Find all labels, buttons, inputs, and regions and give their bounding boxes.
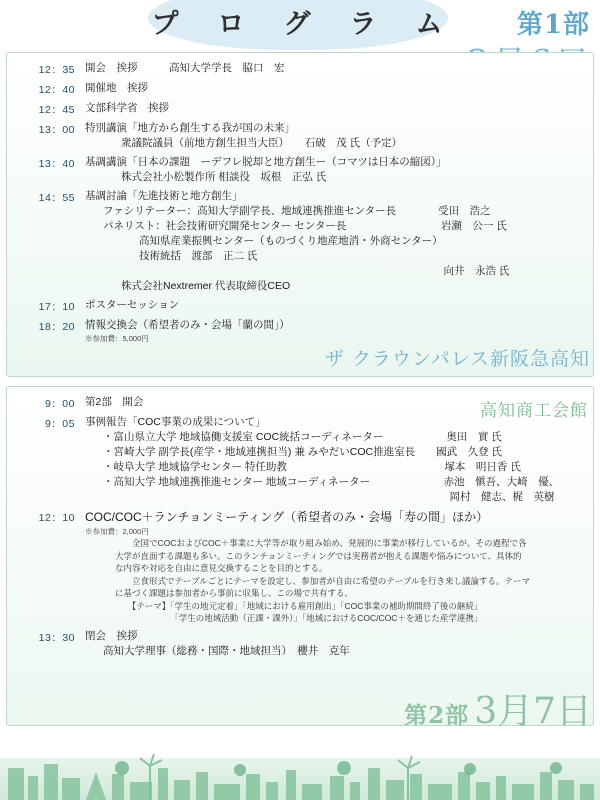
schedule-detail: [85, 189, 587, 294]
schedule-line: ポスターセッション: [85, 299, 180, 311]
schedule-line: 情報交換会（希望者のみ・会場「蘭の間」）: [85, 319, 290, 331]
schedule-row: [7, 59, 593, 79]
schedule-time: 13：30: [38, 631, 75, 644]
part2-date-block: [404, 683, 592, 734]
schedule-row: [7, 79, 593, 99]
schedule-line: 向井 永浩 氏: [139, 265, 510, 277]
schedule-time: 13：00: [38, 124, 75, 136]
page-header: [0, 0, 600, 52]
schedule-line: ※参加費：2,000円: [85, 527, 149, 536]
schedule-line: 第2部 開会: [85, 396, 144, 408]
schedule-time: 12：45: [38, 104, 75, 116]
schedule-line: な内容や対応を自由に意見交換することを目的とする。: [115, 563, 328, 573]
schedule-line: 「学生の地域活動（正課・課外）」「地域におけるCOC/COC＋を通じた産学連携」: [115, 613, 483, 623]
schedule-line: 技術統括 渡部 正二 氏: [139, 250, 258, 262]
schedule-row: [7, 153, 593, 187]
schedule-row: [7, 187, 593, 296]
schedule-time: 12：35: [38, 64, 75, 76]
schedule-detail: [85, 61, 587, 76]
footer-skyline: [0, 738, 600, 800]
schedule-row: [7, 413, 593, 507]
venue-part2: 高知商工会館: [480, 401, 588, 421]
part1-panel: [6, 52, 594, 377]
part1-schedule-list: [7, 53, 593, 346]
part2-panel: [6, 386, 594, 726]
schedule-line: 高知県産業振興センター（ものづくり地産地消・外商センター）: [139, 235, 443, 247]
schedule-row: [7, 507, 593, 627]
schedule-time: 14：55: [38, 192, 75, 204]
schedule-line: 閉会 挨拶: [85, 629, 138, 642]
schedule-line: 基調討論「先進技術と地方創生」: [85, 190, 243, 202]
schedule-detail: [85, 81, 587, 96]
schedule-line: 株式会社小松製作所 相談役 坂根 正弘 氏: [121, 171, 327, 183]
schedule-time: 9：00: [44, 398, 75, 410]
schedule-time: 13：40: [38, 158, 75, 170]
schedule-line: 基調講演「日本の課題 ーデフレ脱却と地方創生ー（コマツは日本の縮図）」: [85, 156, 447, 168]
schedule-detail: [85, 415, 587, 505]
schedule-row: [7, 99, 593, 119]
schedule-line: 事例報告「COC事業の成果について」: [85, 416, 266, 428]
schedule-row: [7, 316, 593, 346]
schedule-line: 大学が直面する課題も多い。このランチョンミーティングでは実務者が抱える課題や悩みについて、具体的: [115, 550, 522, 561]
schedule-detail: [85, 298, 587, 313]
schedule-line: 立食形式でテーブルごとにテーマを設定し、参加者が自由に希望のテーブルを行き来し議論する。テーマ: [115, 575, 530, 586]
schedule-time: 17：10: [38, 301, 75, 313]
schedule-detail: [85, 155, 587, 185]
part2-schedule-list: [7, 387, 593, 661]
schedule-row: [7, 296, 593, 316]
schedule-line: 開催地 挨拶: [85, 82, 148, 94]
schedule-line: 衆議院議員（前地方創生担当大臣） 石破 茂 氏（予定）: [121, 137, 403, 149]
schedule-line: ・富山県立大学 地域協働支援室 COC統括コーディネーター 奥田 實 氏: [103, 431, 502, 443]
part2-label: 第2部: [404, 702, 470, 729]
schedule-line: ファシリテーター：高知大学副学長、地域連携推進センター長 受田 浩之: [103, 205, 491, 217]
schedule-line: COC/COC＋ランチョンミーティング（希望者のみ・会場「寿の間」ほか）: [85, 510, 489, 524]
schedule-line: 開会 挨拶 高知大学学長 脇口 宏: [85, 62, 285, 74]
schedule-detail: [85, 629, 587, 659]
schedule-detail: [85, 121, 587, 151]
schedule-time: 12：40: [38, 84, 75, 96]
schedule-detail: [85, 101, 587, 116]
schedule-line: ・岐阜大学 地域協学センター 特任助教 塚本 明日香 氏: [103, 461, 521, 473]
schedule-row: [7, 627, 593, 661]
schedule-line: 岡村 健志、梶 英樹: [103, 491, 555, 503]
venue-part1: ザ クラウンパレス新阪急高知: [324, 348, 590, 370]
schedule-line: ・宮崎大学 副学長(産学・地域連携担当) 兼 みやだいCOC推進室長 國武 久登 氏: [103, 446, 502, 458]
schedule-line: に基づく課題は参加者から事前に収集し、この場で共有する。: [115, 588, 354, 598]
schedule-time: 12：10: [38, 512, 75, 524]
schedule-detail: [85, 509, 587, 625]
schedule-line: 特別講演「地方から創生する我が国の未来」: [85, 122, 295, 134]
schedule-line: 株式会社Nextremer 代表取締役CEO: [121, 280, 291, 292]
schedule-line: ※参加費：5,000円: [85, 334, 149, 343]
schedule-line: 【テーマ】「学生の地元定着」「地域における雇用創出」「COC事業の補助期間終了後の継続」: [115, 600, 483, 611]
part2-date: 3月7日: [474, 691, 592, 732]
schedule-line: 高知大学理事（総務・国際・地域担当） 櫻井 克年: [103, 644, 350, 657]
page-title: プ ロ グ ラ ム: [151, 9, 449, 40]
schedule-line: ・高知大学 地域連携推進センター 地域コーディネーター 赤池 愼吾、大崎 優、: [103, 476, 560, 488]
schedule-time: 18：20: [38, 321, 75, 333]
schedule-time: 9：05: [44, 418, 75, 430]
skyline-illustration: [0, 738, 600, 800]
schedule-row: [7, 119, 593, 153]
schedule-line: パネリスト：社会技術研究開発センター センター長 岩瀬 公一 氏: [103, 220, 507, 232]
schedule-line: 文部科学省 挨拶: [85, 102, 169, 114]
part1-label: 第1部: [516, 10, 590, 40]
schedule-detail: [85, 318, 587, 344]
schedule-line: 全国でCOCおよびCOC＋事業に大学等が取り組み始め、発展的に事業が移行しているが、その過程で各: [115, 538, 527, 548]
